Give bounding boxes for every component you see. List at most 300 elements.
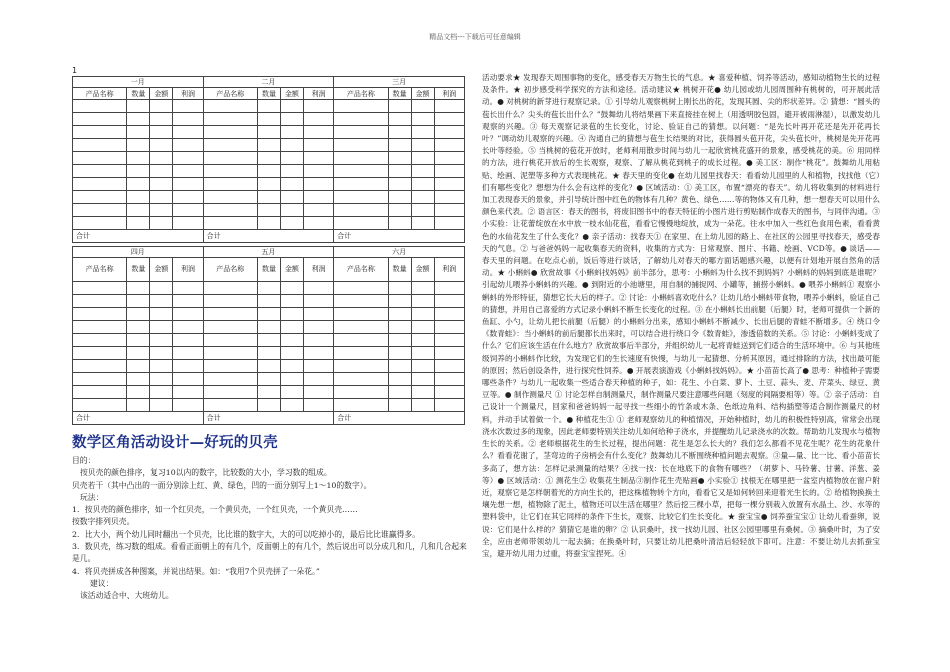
activity-title: 数学区角活动设计—好玩的贝壳 bbox=[72, 434, 278, 451]
table-cell bbox=[150, 178, 173, 191]
table-cell bbox=[303, 295, 333, 308]
table-cell bbox=[173, 204, 203, 217]
table-cell bbox=[303, 386, 333, 399]
column-header: 数量 bbox=[127, 258, 150, 282]
table-cell bbox=[411, 191, 434, 204]
table-cell bbox=[127, 386, 150, 399]
table-cell bbox=[334, 204, 388, 217]
table-cell bbox=[127, 399, 150, 412]
activity-description bbox=[72, 455, 472, 603]
table-cell bbox=[127, 204, 150, 217]
table-cell bbox=[334, 282, 388, 295]
table-cell bbox=[280, 165, 303, 178]
table-cell bbox=[73, 386, 127, 399]
table-cell bbox=[127, 321, 150, 334]
table-cell bbox=[257, 152, 280, 165]
table-cell bbox=[434, 295, 464, 308]
table-cell bbox=[303, 113, 333, 126]
table-cell bbox=[73, 217, 127, 230]
table-cell bbox=[334, 152, 388, 165]
table-cell bbox=[334, 126, 388, 139]
table-cell bbox=[334, 399, 388, 412]
table-cell bbox=[334, 334, 388, 347]
table-cell bbox=[257, 126, 280, 139]
table-cell bbox=[173, 386, 203, 399]
table-cell bbox=[73, 334, 127, 347]
table-cell bbox=[411, 217, 434, 230]
table-cell bbox=[388, 165, 411, 178]
table-cell bbox=[203, 204, 257, 217]
table-row bbox=[73, 113, 465, 126]
table-row bbox=[73, 165, 465, 178]
table-cell bbox=[434, 282, 464, 295]
table-cell bbox=[203, 334, 257, 347]
table-row bbox=[73, 152, 465, 165]
total-cell: 合计 bbox=[334, 230, 465, 243]
table-row bbox=[73, 373, 465, 386]
table-cell bbox=[127, 191, 150, 204]
table-cell bbox=[388, 152, 411, 165]
table-cell bbox=[203, 347, 257, 360]
table-cell bbox=[334, 217, 388, 230]
table-cell bbox=[303, 191, 333, 204]
column-header: 数量 bbox=[388, 258, 411, 282]
table-cell bbox=[173, 178, 203, 191]
table-cell bbox=[411, 334, 434, 347]
table-cell bbox=[173, 360, 203, 373]
table-cell bbox=[334, 360, 388, 373]
table-cell bbox=[280, 308, 303, 321]
table-cell bbox=[411, 386, 434, 399]
table-row bbox=[73, 126, 465, 139]
table-cell bbox=[203, 126, 257, 139]
table-cell bbox=[203, 282, 257, 295]
column-header: 利润 bbox=[434, 88, 464, 100]
table-cell bbox=[150, 139, 173, 152]
table-cell bbox=[388, 321, 411, 334]
table-cell bbox=[434, 204, 464, 217]
table-cell bbox=[334, 321, 388, 334]
table-cell bbox=[434, 139, 464, 152]
table-cell bbox=[73, 360, 127, 373]
table-row bbox=[73, 217, 465, 230]
text-line: 2．比大小，两个幼儿同时翻出一个贝壳，比比谁的数字大，大的可以吃掉小的，最后比比谁赢得多。 bbox=[72, 529, 421, 539]
month-header: 二月 bbox=[203, 77, 334, 88]
table-cell bbox=[150, 399, 173, 412]
table-cell bbox=[434, 178, 464, 191]
table-cell bbox=[203, 373, 257, 386]
table-cell bbox=[334, 113, 388, 126]
table-cell bbox=[334, 386, 388, 399]
table-cell bbox=[127, 295, 150, 308]
table-cell bbox=[150, 152, 173, 165]
table-cell bbox=[434, 399, 464, 412]
table-cell bbox=[257, 373, 280, 386]
table-cell bbox=[411, 321, 434, 334]
table-cell bbox=[150, 360, 173, 373]
table-cell bbox=[411, 178, 434, 191]
table-cell bbox=[127, 308, 150, 321]
table-cell bbox=[303, 373, 333, 386]
table-cell bbox=[434, 360, 464, 373]
table-cell bbox=[411, 204, 434, 217]
table-cell bbox=[257, 308, 280, 321]
table-cell bbox=[73, 204, 127, 217]
table-cell bbox=[257, 113, 280, 126]
table-cell bbox=[388, 308, 411, 321]
total-cell: 合计 bbox=[203, 412, 334, 425]
column-header: 数量 bbox=[257, 258, 280, 282]
table-cell bbox=[173, 113, 203, 126]
table-cell bbox=[150, 126, 173, 139]
month-header: 六月 bbox=[334, 247, 465, 258]
table-cell bbox=[127, 178, 150, 191]
table-row bbox=[73, 139, 465, 152]
table-cell bbox=[388, 178, 411, 191]
table-cell bbox=[303, 360, 333, 373]
spring-activity-text: 活动要求★ 发现春天周围事物的变化，感受春天万物生长的气息。★ 喜爱种植、饲养等活动，感知动植物生长的过程及条件。★ 初步感受科学探究的方法和途径。活动建议★ 桃树开花● 幼儿园或幼儿园周围种有桃树的，可开展此活动。● 对桃树的新芽进行观察记录。① 引导幼儿观察桃树上刚长出的花，发现其圆、尖的形状差异。② 猜想：“圆头的苞长出什么？尖头的苞长出什么？”鼓舞幼儿将结果画下来直接挂在树上（用透明胶包固，避开被雨淋湿），以激发幼儿观察的兴趣。③ 每天观察记录苞的生长变化，讨论、验证自己的猜想。以问题：“是先长叶再开花还是先开花再长叶？”调动幼儿观察的兴趣。④ 沟通自己的猜想与苞生长结果的对比，获得圆头苞开花，尖头苞长叶，桃树是先开花再长叶等经验。⑤ 当桃树的苞花开放时，老师利用散步时间与幼儿一起欣赏桃花盛开的景象，感受桃花的美。⑥ 用同样的方法，进行桃花开放后的生长观察，观察、了解从桃花到桃子的成长过程。● 美工区：制作“桃花”。鼓舞幼儿用粘贴、绘画、泥塑等多种方式表现桃花。★ 春天里的变化● 在幼儿园里找春天：看看幼儿园里的人和植物，找找他（它）们有哪些变化？想想为什么会有这样的变化？● 区域活动：① 美工区，布置“漂亮的春天”。幼儿将收集到的材料进行加工表现春天的景象，并引导统计图中红色的物体有几种？黄色、绿色……等的物体又有几种，想一想春天可以用什么颜色来代表。② 语言区：春天的图书，将废旧图书中的春天特征的小图片进行剪贴制作成春天的图书，与同伴沟通。③ 小实验：让花蕾绽放在水中放一枝水仙花苞，看看它慢慢地绽放，成为一朵花。往水中加入一些红色食用色素，看看黄色的水仙花发生了什么变化？● 亲子活动：找春天① 在家里、在上幼儿园的路上、在社区的公园里寻找春天，感受春天的气息。② 与爸爸妈妈一起收集春天的资料，收集的方式为：日常观察、图片、书籍、绘画、VCD等。● 谈话——春天里的问题。在吃点心前，饭后等进行谈话，了解幼儿对春天的哪方面话题感兴趣，以便有计划地开展自然角的活动。★ 小蝌蚪● 欣赏故事《小蝌蚪找妈妈》前半部分，思考：小蝌蚪为什么找不到妈妈？小蝌蚪的妈妈到底是谁呢？引起幼儿喂养小蝌蚪的兴趣。● 到附近的小池塘里，用自制的捕捉网、小罐等，捕捞小蝌蚪。● 喂养小蝌蚪① 观察小蝌蚪的外形特征，猜想它长大后的样子。② 讨论：小蝌蚪喜欢吃什么？让幼儿给小蝌蚪带食物，喂养小蝌蚪，验证自己的猜想，并用自己喜爱的方式记录小蝌蚪不断生长变化的过程。③ 在小蝌蚪长出前腿（后腿）时，老师可提供一个新的鱼缸、小勺，让幼儿把长前腿（后腿）的小蝌蚪分出来，感知小蝌蚪不断减少、长出后腿的青蛙不断增多。④ 绕口令《数青蛙》：当小蝌蚪的前后腿都长出来时，可以结合进行绕口令《数青蛙》，渗透倍数的关系。⑤ 讨论：小蝌蚪变成了什么？它们应该生活在什么地方？欣赏故事后半部分，并组织幼儿一起将青蛙送到它们适合的生活环境中。⑥ 与其他班级饲养的小蝌蚪作比较，为发现它们的生长速度有快慢，与幼儿一起猜想、分析其原因，通过排除的方法，找出最可能的原因；然后创设条件，进行探究性饲养。● 开展表演游戏《小蝌蚪找妈妈》。★ 小苗苗长高了● 思考：种植种子需要哪些条件？与幼儿一起收集一些适合春天种植的种子，如：花生、小白菜、萝卜、土豆、蒜头、麦、芹菜头、绿豆、黄豆等。● 制作测量尺 ① 讨论怎样自制测量尺，制作测量尺要注意哪些问题（刻度的间隔要相等）等。② 亲子活动：自己设计一个测量尺，回家和爸爸妈妈一起寻找一些细小的竹条或木条、色纸边角料、结构插塑等适合制作测量尺的材料，并动手试着做一个。● 种植花生① ① 老师观察幼儿的种植情况，开始种植时，幼儿的积极性特别高，常常会出现浇水次数过多的现象，因此老师要特别关注幼儿如何给种子浇水，并提醒幼儿记录浇水的次数。帮助幼儿发现水与植物生长的关系。② 老师根据花生的生长过程，提出问题：花生是怎么长大的？我们怎么都看不见花生呢？花生的花象什么？看看花谢了，茎弯边的子房柄会有什么变化？鼓舞幼儿不断围绕种植问题去观察。③量—量、比一比、看小苗苗长多高了，想方法：怎样记录测量的结果？④找一找：长在地底下的食物有哪些？（胡萝卜、马铃薯、甘薯、洋葱、姜等）● 区域活动：① 测花生② 收集花生制品③制作花生壳贴画● 小实验① 找根无在哪里把一盆室内植物放在窗户附近，观察它是怎样朝着光的方向生长的，把这株植物转个方向，看看它又是如何转回来迎着光生长的。② 给植物换换土壤先想一想，植物除了泥土，植物还可以生活在哪里？然后挖三棵小草，把每一棵分别栽入放置有水晶土、沙、水等的塑料袋中，让它们在其它同样的条件下生长，观察、比较它们生长变化。★ 蚕宝宝● 饲养蚕宝宝① 让幼儿看蚕卵，说说：它们是什么样的？猜猜它是谁的卵？② 认识桑叶，找一找幼儿园、社区公园里哪里有桑树。③ 摘桑叶时，为了安全，应由老师带领幼儿一起去摘；在换桑叶时，只要让幼儿把桑叶清洁后轻轻放下即可。注意：不要让幼儿去抓蚕宝宝，避开幼儿用力过重，将蚕宝宝捏死。④ bbox=[482, 73, 880, 558]
table-cell bbox=[411, 139, 434, 152]
table-cell bbox=[127, 360, 150, 373]
table-row bbox=[73, 399, 465, 412]
table-cell bbox=[434, 126, 464, 139]
table-cell bbox=[303, 334, 333, 347]
table-cell bbox=[173, 308, 203, 321]
table-cell bbox=[411, 360, 434, 373]
table-cell bbox=[388, 126, 411, 139]
table-cell bbox=[280, 282, 303, 295]
table-cell bbox=[203, 165, 257, 178]
table-cell bbox=[388, 347, 411, 360]
table-cell bbox=[411, 347, 434, 360]
table-row bbox=[73, 360, 465, 373]
table-cell bbox=[73, 126, 127, 139]
table-cell bbox=[173, 399, 203, 412]
table-cell bbox=[173, 191, 203, 204]
table-cell bbox=[203, 360, 257, 373]
table-cell bbox=[434, 386, 464, 399]
table-cell bbox=[434, 100, 464, 113]
table-cell bbox=[173, 347, 203, 360]
table-cell bbox=[303, 399, 333, 412]
column-header: 数量 bbox=[257, 88, 280, 100]
table-cell bbox=[127, 334, 150, 347]
table-cell bbox=[150, 282, 173, 295]
table-cell bbox=[280, 100, 303, 113]
table-cell bbox=[173, 373, 203, 386]
table-cell bbox=[150, 204, 173, 217]
table-cell bbox=[150, 217, 173, 230]
table-cell bbox=[203, 113, 257, 126]
table-cell bbox=[73, 165, 127, 178]
table-cell bbox=[303, 178, 333, 191]
table-cell bbox=[73, 139, 127, 152]
table-cell bbox=[411, 295, 434, 308]
table-cell bbox=[280, 204, 303, 217]
table-cell bbox=[434, 113, 464, 126]
table-cell bbox=[411, 373, 434, 386]
table-cell bbox=[127, 126, 150, 139]
column-header: 利润 bbox=[303, 88, 333, 100]
table-cell bbox=[280, 152, 303, 165]
table-cell bbox=[257, 360, 280, 373]
table-cell bbox=[411, 152, 434, 165]
table-cell bbox=[388, 399, 411, 412]
table-cell bbox=[388, 373, 411, 386]
table-cell bbox=[388, 191, 411, 204]
text-line: 贝壳若干（其中凸出的一面分别涂上红、黄、绿色，凹的一面分别写上1～10的数字）。 bbox=[72, 480, 372, 490]
table-cell bbox=[434, 165, 464, 178]
table-cell bbox=[411, 282, 434, 295]
table-cell bbox=[434, 308, 464, 321]
table-cell bbox=[127, 282, 150, 295]
table-cell bbox=[257, 178, 280, 191]
table-cell bbox=[303, 126, 333, 139]
table-cell bbox=[257, 139, 280, 152]
table-cell bbox=[388, 386, 411, 399]
table-cell bbox=[411, 399, 434, 412]
table-cell bbox=[303, 139, 333, 152]
table-cell bbox=[388, 100, 411, 113]
table-cell bbox=[434, 334, 464, 347]
table-cell bbox=[434, 373, 464, 386]
table-cell bbox=[150, 334, 173, 347]
table-cell bbox=[411, 308, 434, 321]
table-cell bbox=[73, 113, 127, 126]
table-cell bbox=[73, 399, 127, 412]
table-row bbox=[73, 347, 465, 360]
total-cell: 合计 bbox=[73, 230, 204, 243]
table-cell bbox=[257, 386, 280, 399]
table-cell bbox=[280, 178, 303, 191]
table-cell bbox=[334, 308, 388, 321]
text-line: 4．将贝壳拼成各种图案，并说出结果。如：“我用7个贝壳拼了一朵花。” bbox=[72, 566, 320, 576]
table-cell bbox=[173, 295, 203, 308]
table-cell bbox=[434, 321, 464, 334]
table-cell bbox=[203, 191, 257, 204]
table-cell bbox=[257, 217, 280, 230]
table-row bbox=[73, 204, 465, 217]
table-cell bbox=[388, 282, 411, 295]
table-cell bbox=[203, 152, 257, 165]
table-cell bbox=[203, 308, 257, 321]
column-header: 产品名称 bbox=[334, 258, 388, 282]
table-cell bbox=[411, 100, 434, 113]
table-cell bbox=[150, 295, 173, 308]
table-cell bbox=[73, 347, 127, 360]
table-row bbox=[73, 334, 465, 347]
table-cell bbox=[280, 386, 303, 399]
table-cell bbox=[203, 386, 257, 399]
column-header: 产品名称 bbox=[334, 88, 388, 100]
table-cell bbox=[150, 113, 173, 126]
column-header: 金额 bbox=[150, 258, 173, 282]
text-line: 玩法： bbox=[80, 492, 104, 502]
table-row bbox=[73, 100, 465, 113]
table-cell bbox=[257, 399, 280, 412]
table-cell bbox=[280, 217, 303, 230]
table-cell bbox=[203, 295, 257, 308]
table-cell bbox=[127, 139, 150, 152]
table-cell bbox=[73, 191, 127, 204]
column-header: 利润 bbox=[434, 258, 464, 282]
table-cell bbox=[334, 100, 388, 113]
table-cell bbox=[434, 217, 464, 230]
column-header: 金额 bbox=[411, 258, 434, 282]
table-cell bbox=[150, 100, 173, 113]
table-cell bbox=[127, 100, 150, 113]
table-cell bbox=[334, 165, 388, 178]
table-row bbox=[73, 178, 465, 191]
table-cell bbox=[150, 386, 173, 399]
column-header: 利润 bbox=[303, 258, 333, 282]
table-cell bbox=[127, 217, 150, 230]
table-cell bbox=[203, 217, 257, 230]
table-cell bbox=[280, 295, 303, 308]
column-header: 产品名称 bbox=[203, 88, 257, 100]
table-cell bbox=[173, 321, 203, 334]
text-line: 3．数贝壳，练习数的组成。看看正面朝上的有几个，反面朝上的有几个，然后说出可以分成几和几，几和几合起来是几。 bbox=[72, 542, 467, 564]
table-cell bbox=[280, 373, 303, 386]
table-cell bbox=[388, 360, 411, 373]
table-cell bbox=[203, 100, 257, 113]
table-cell bbox=[411, 113, 434, 126]
table-cell bbox=[150, 347, 173, 360]
column-header: 金额 bbox=[280, 258, 303, 282]
table-cell bbox=[173, 139, 203, 152]
table-cell bbox=[73, 308, 127, 321]
column-header: 金额 bbox=[411, 88, 434, 100]
table-cell bbox=[173, 165, 203, 178]
table-cell bbox=[388, 204, 411, 217]
table-cell bbox=[73, 373, 127, 386]
page-number: 1 bbox=[72, 66, 78, 75]
table-cell bbox=[203, 178, 257, 191]
table-cell bbox=[388, 217, 411, 230]
text-line: 1．按贝壳的颜色排序，如一个红贝壳，一个黄贝壳，一个红贝壳，一个黄贝壳…… bbox=[72, 505, 358, 515]
table-cell bbox=[303, 152, 333, 165]
table-cell bbox=[388, 113, 411, 126]
column-header: 产品名称 bbox=[73, 258, 127, 282]
table-cell bbox=[303, 308, 333, 321]
table-cell bbox=[257, 347, 280, 360]
table-cell bbox=[173, 152, 203, 165]
table-cell bbox=[303, 282, 333, 295]
table-cell bbox=[303, 100, 333, 113]
table-row bbox=[73, 191, 465, 204]
table-cell bbox=[150, 165, 173, 178]
table-cell bbox=[334, 191, 388, 204]
table-cell bbox=[257, 334, 280, 347]
table-row bbox=[73, 308, 465, 321]
table-cell bbox=[127, 165, 150, 178]
table-cell bbox=[150, 308, 173, 321]
table-cell bbox=[303, 165, 333, 178]
table-cell bbox=[434, 347, 464, 360]
column-header: 金额 bbox=[280, 88, 303, 100]
text-line: 按贝壳的颜色排序，复习10以内的数字，比较数的大小，学习数的组成。 bbox=[80, 468, 332, 478]
table-cell bbox=[280, 113, 303, 126]
table-cell bbox=[280, 360, 303, 373]
table-cell bbox=[73, 295, 127, 308]
table-cell bbox=[173, 282, 203, 295]
table-cell bbox=[173, 217, 203, 230]
column-header: 金额 bbox=[150, 88, 173, 100]
total-cell: 合计 bbox=[334, 412, 465, 425]
column-header: 产品名称 bbox=[73, 88, 127, 100]
table-cell bbox=[388, 139, 411, 152]
month-header: 三月 bbox=[334, 77, 465, 88]
month-header: 一月 bbox=[73, 77, 204, 88]
column-header: 利润 bbox=[173, 88, 203, 100]
table-cell bbox=[127, 113, 150, 126]
column-header: 利润 bbox=[173, 258, 203, 282]
table-cell bbox=[73, 178, 127, 191]
table-cell bbox=[280, 126, 303, 139]
sales-table-q2 bbox=[72, 246, 465, 425]
table-cell bbox=[127, 152, 150, 165]
table-cell bbox=[303, 217, 333, 230]
table-cell bbox=[73, 100, 127, 113]
table-cell bbox=[257, 165, 280, 178]
table-row bbox=[73, 386, 465, 399]
table-cell bbox=[280, 191, 303, 204]
table-cell bbox=[280, 347, 303, 360]
table-cell bbox=[203, 399, 257, 412]
table-cell bbox=[257, 321, 280, 334]
table-cell bbox=[280, 321, 303, 334]
table-cell bbox=[334, 347, 388, 360]
table-cell bbox=[173, 126, 203, 139]
table-cell bbox=[257, 100, 280, 113]
table-cell bbox=[173, 100, 203, 113]
table-cell bbox=[303, 347, 333, 360]
month-header: 四月 bbox=[73, 247, 204, 258]
table-row bbox=[73, 282, 465, 295]
column-header: 产品名称 bbox=[203, 258, 257, 282]
text-line: 目的： bbox=[72, 456, 96, 465]
table-cell bbox=[334, 373, 388, 386]
table-cell bbox=[334, 295, 388, 308]
table-cell bbox=[203, 321, 257, 334]
table-cell bbox=[73, 152, 127, 165]
table-cell bbox=[334, 178, 388, 191]
table-cell bbox=[257, 204, 280, 217]
table-row bbox=[73, 321, 465, 334]
table-row bbox=[73, 295, 465, 308]
table-cell bbox=[388, 295, 411, 308]
table-cell bbox=[303, 204, 333, 217]
table-cell bbox=[127, 347, 150, 360]
header-note: 精品文档---下载后可任意编辑 bbox=[429, 33, 521, 41]
column-header: 数量 bbox=[127, 88, 150, 100]
table-cell bbox=[434, 191, 464, 204]
table-cell bbox=[303, 321, 333, 334]
table-cell bbox=[150, 373, 173, 386]
table-cell bbox=[280, 334, 303, 347]
table-cell bbox=[280, 139, 303, 152]
month-header: 五月 bbox=[203, 247, 334, 258]
table-cell bbox=[150, 321, 173, 334]
table-cell bbox=[127, 373, 150, 386]
table-cell bbox=[411, 126, 434, 139]
text-line: 按数字排列贝壳。 bbox=[72, 517, 135, 527]
table-cell bbox=[388, 334, 411, 347]
table-cell bbox=[411, 165, 434, 178]
table-cell bbox=[203, 139, 257, 152]
column-header: 数量 bbox=[388, 88, 411, 100]
table-cell bbox=[73, 321, 127, 334]
